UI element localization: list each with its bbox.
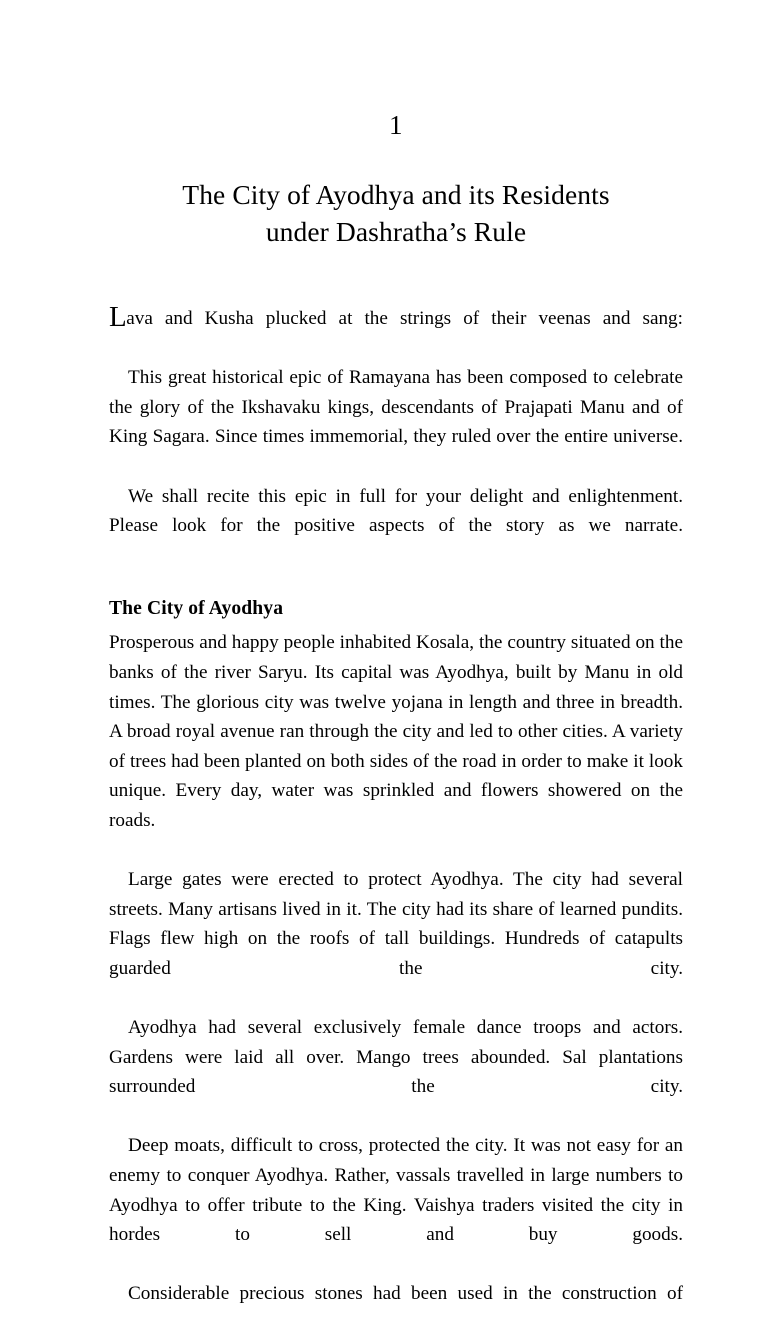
chapter-title-line-2: under Dashratha’s Rule — [265, 216, 527, 247]
section-paragraph-3: Ayodhya had several exclusively female dance troops and actors. Gardens were laid all over. Mango trees abounded. Sal plantations surrounded the city. — [109, 1017, 683, 1098]
section-paragraph-4: Deep moats, difficult to cross, protected the city. It was not easy for an enemy to conquer Ayodhya. Rather, vassals travelled in large numbers to Ayodhya to offer tribute to the King. Vaishya traders visited the city in hordes to sell and buy goods. — [109, 1135, 683, 1246]
section-paragraph-2: Large gates were erected to protect Ayodhya. The city had several streets. Many artisans lived in it. The city had its share of learned pundits. Flags flew high on the roofs of tall buildings. Hundreds of catapults guarded the city. — [109, 869, 683, 979]
section-paragraph-1: Prosperous and happy people inhabited Kosala, the country situated on the banks of the river Saryu. Its capital was Ayodhya, built by Manu in old times. The glorious city was twelve yojana in length and three in breadth. A broad royal avenue ran through the city and led to other cities. A variety of trees had been planted on both sides of the road in order to make it look unique. Every day, water was sprinkled and flowers showered on the roads. — [109, 632, 683, 831]
opening-paragraph-text: ava and Kusha plucked at the strings of their veenas and sang: — [126, 308, 683, 329]
page-content — [109, 0, 683, 1339]
chapter-title-line-1: The City of Ayodhya and its Residents — [182, 179, 610, 210]
section-paragraph-5: Considerable precious stones had been used in the construction of — [128, 1283, 683, 1305]
section-heading-city-of-ayodhya: The City of Ayodhya — [109, 598, 284, 620]
intro-body — [109, 250, 683, 1339]
opening-paragraph — [109, 300, 683, 363]
intro-paragraph-2: We shall recite this epic in full for your delight and enlightenment. Please look for the positive aspects of the story as we narrate. — [109, 485, 683, 537]
chapter-number: 1 — [389, 110, 403, 140]
intro-paragraph-1: This great historical epic of Ramayana has been composed to celebrate the glory of the Ikshavaku kings, descendants of Prajapati Manu and of King Sagara. Since times immemorial, they ruled over the entire universe. — [109, 367, 683, 448]
chapter-title — [109, 139, 683, 250]
initial-capital: L — [109, 300, 127, 333]
